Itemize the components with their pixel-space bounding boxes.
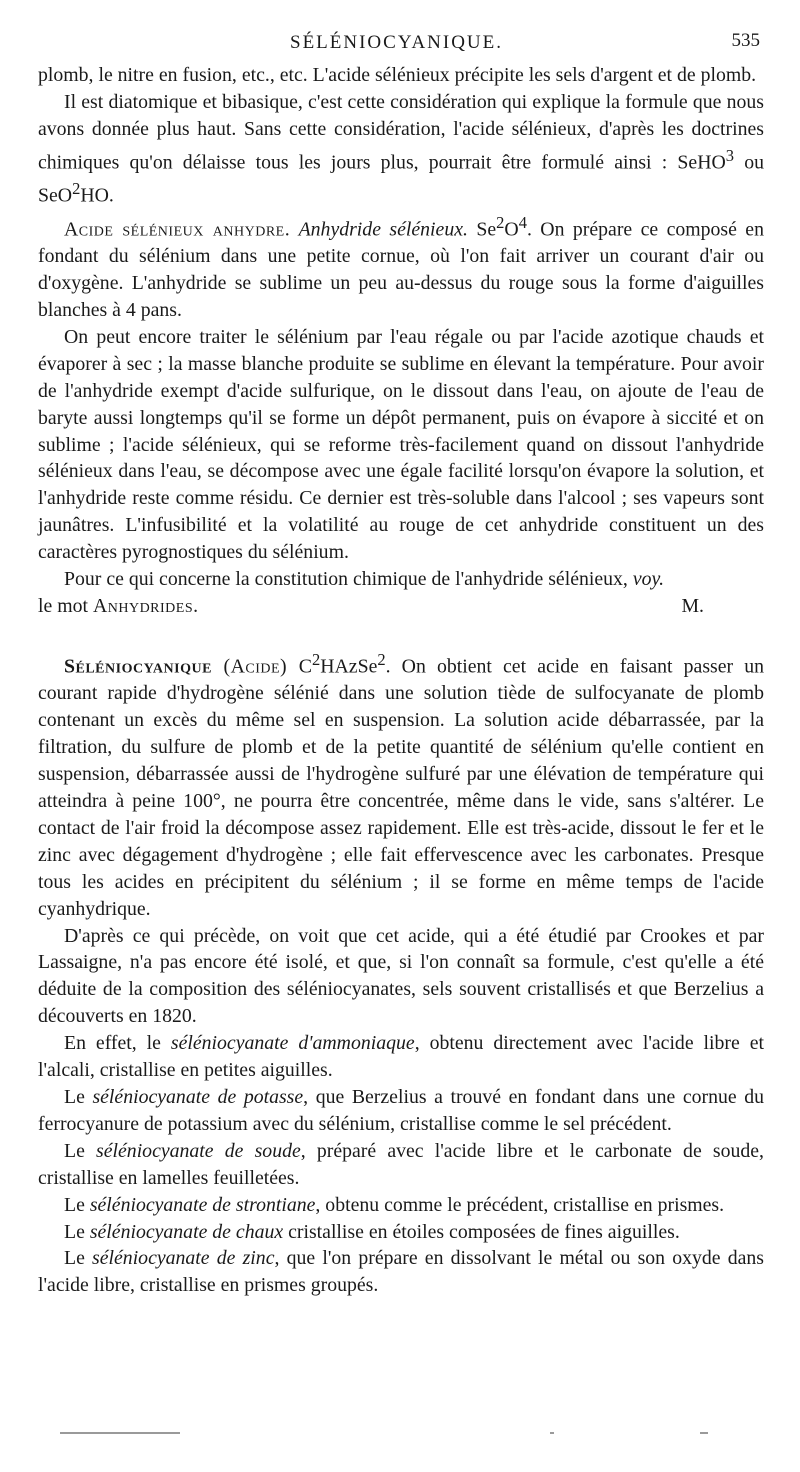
paragraph-soude: Le séléniocyanate de soude, préparé avec l'acide libre et le carbonate de soude, cristallise en lamelles feuilletées.	[38, 1139, 764, 1189]
page-header	[0, 28, 800, 58]
paragraph-continuation: plomb, le nitre en fusion, etc., etc. L'acide sélénieux précipite les sels d'argent et de plomb.	[38, 64, 757, 86]
body-text	[38, 62, 764, 1299]
reference-line: le mot Anhydrides. M.	[38, 593, 764, 620]
paragraph-seleniocyanique-entry: Séléniocyanique (Acide) $C^2HAzSe^2$. On obtient cet acide en faisant passer un courant rapide d'hydrogène sélénié dans une solution tiède de sulfocyanate de plomb contenant un excès du même sel en suspension. La solution acide débarrassée, par la filtration, du sulfure de plomb et de la petite quantité de sélénium qu'elle contient en suspension, débarrassée aussi de l'hydrogène sulfuré par une élévation de température qui atteindra à peine 100°, ne pourra être concentrée, même dans le vide, sans s'altérer. Le contact de l'air froid la décompose assez rapidement. Elle est très-acide, dissout le fer et le zinc avec dégagement d'hydrogène ; elle fait effervescence avec les carbonates. Presque tous les acides en précipitent du sélénium ; il se forme en même temps de l'acide cyanhydrique.	[38, 649, 764, 920]
entry-heading-seleniocyanique: Séléniocyanique	[64, 655, 212, 678]
author-signature: M.	[681, 595, 704, 617]
paragraph-preparation: On peut encore traiter le sélénium par l'eau régale ou par l'acide azotique chauds et évaporer à sec ; la masse blanche produite se sublime en élevant la température. Pour avoir de l'anhydride exempt d'acide sulfurique, on le dissout dans l'eau, on ajoute de l'eau de baryte aussi longtemps qu'il se forme un dépôt permanent, puis on évapore à siccité et on sublime ; l'acide sélénieux, qui se reforme très-facilement quand on dissout l'anhydride sélénieux dans l'eau, se décompose avec une égale facilité lorsqu'on évapore la solution, et l'anhydride reste comme résidu. Ce dernier est très-soluble dans l'alcool ; ses vapeurs sont jaunâtres. L'infusibilité et la volatilité au rouge de cet anhydride constituent un des caractères pyrognostiques du sélénium.	[38, 325, 764, 564]
paragraph-acide-selenieux-anhydre: Acide sélénieux anhydre. Anhydride sélénieux. $Se^2O^4$. On prépare ce composé en fondant du sélénium dans une petite cornue, où l'on fait arriver un courant d'air ou d'oxygène. L'anhydride se sublime un peu au-dessus du rouge sous la forme d'aiguilles blanches à 4 pans.	[38, 212, 764, 322]
paragraph-ammoniaque: En effet, le séléniocyanate d'ammoniaque, obtenu directement avec l'acide libre et l'alcali, cristallise en petites aiguilles.	[38, 1032, 765, 1082]
entry-heading: Acide sélénieux anhydre.	[64, 218, 291, 241]
paragraph-crookes: D'après ce qui précède, on voit que cet acide, qui a été étudié par Crookes et par Lassaigne, n'a pas encore été isolé, et que, si l'on connaît sa formule, c'est qu'elle a été déduite de la composition des séléniocyanates, sels souvent cristallisés et que Berzelius a découverts en 1820.	[38, 924, 764, 1028]
paragraph-potasse: Le séléniocyanate de potasse, que Berzelius a trouvé en fondant dans une cornue du ferrocyanure de potassium avec du sélénium, cristallise comme le sel précédent.	[38, 1086, 764, 1135]
italic-term: Anhydride sélénieux.	[298, 218, 468, 241]
paragraph-diatomique: Il est diatomique et bibasique, c'est cette considération qui explique la formule que nous avons donnée plus haut. Sans cette considération, l'acide sélénieux, d'après les doctrines chimiques qu'on délaisse tous les jours plus, pourrait être formulé ainsi : SeHO$^3$ ou SeO$^2$HO.	[38, 90, 764, 207]
paragraph-zinc: Le séléniocyanate de zinc, que l'on prépare en dissolvant le métal ou son oxyde dans l'acide libre, cristallise en prismes groupés.	[38, 1247, 764, 1297]
paragraph-chaux: Le séléniocyanate de chaux cristallise en étoiles composées de fines aiguilles.	[64, 1220, 680, 1243]
page-number: 535	[731, 30, 760, 51]
footer-print-marks	[60, 1432, 740, 1438]
voy-abbrev: voy.	[632, 568, 665, 591]
print-mark	[60, 1432, 180, 1434]
paragraph-constitution: Pour ce qui concerne la constitution chimique de l'anhydride sélénieux, voy.	[64, 568, 665, 591]
print-mark	[700, 1432, 708, 1434]
print-mark	[550, 1432, 554, 1434]
paragraph-strontiane: Le séléniocyanate de strontiane, obtenu comme le précédent, cristallise en prismes.	[64, 1193, 725, 1216]
running-title: SÉLÉNIOCYANIQUE.	[290, 32, 504, 53]
cross-reference: Anhydrides.	[92, 595, 199, 617]
